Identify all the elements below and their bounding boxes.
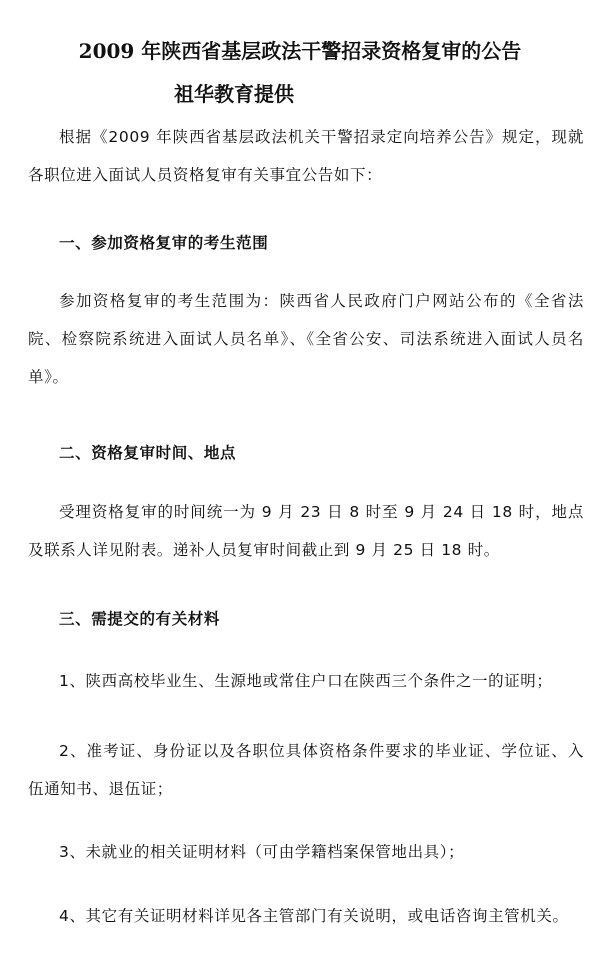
section-body-scope: 参加资格复审的考生范围为：陕西省人民政府门户网站公布的《全省法院、检察院系统进入面试人员名单》、《全省公安、司法系统进入面试人员名单》。 xyxy=(28,292,584,386)
material-item-4: 4、其它有关证明材料详见各主管部门有关说明，或电话咨询主管机关。 xyxy=(59,907,569,925)
document-title: 2009 年陕西省基层政法干警招录资格复审的公告 xyxy=(78,39,522,63)
section-heading-time-place: 二、资格复审时间、地点 xyxy=(59,444,237,462)
intro-paragraph: 根据《2009 年陕西省基层政法机关干警招录定向培养公告》规定，现就各职位进入面试人员资格复审有关事宜公告如下： xyxy=(28,128,584,184)
material-item-3: 3、未就业的相关证明材料（可由学籍档案保管地出具）； xyxy=(59,843,465,861)
section-heading-scope: 一、参加资格复审的考生范围 xyxy=(59,234,269,252)
material-item-1: 1、陕西高校毕业生、生源地或常住户口在陕西三个条件之一的证明； xyxy=(59,672,553,690)
section-heading-materials: 三、需提交的有关材料 xyxy=(59,610,221,628)
material-item-2: 2、准考证、身份证以及各职位具体资格条件要求的毕业证、学位证、入伍通知书、退伍证； xyxy=(28,742,584,798)
document-subtitle: 祖华教育提供 xyxy=(174,82,294,106)
section-body-time-place: 受理资格复审的时间统一为 9 月 23 日 8 时至 9 月 24 日 18 时，地点及联系人详见附表。递补人员复审时间截止到 9 月 25 日 18 时。 xyxy=(28,503,584,559)
